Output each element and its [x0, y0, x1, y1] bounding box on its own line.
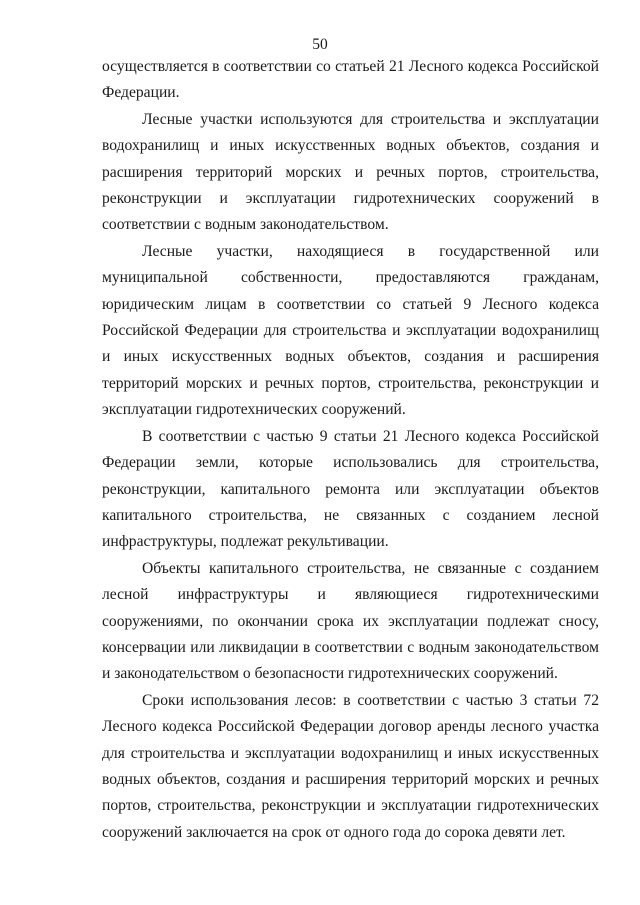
paragraph-state-municipal-plots: Лесные участки, находящиеся в государственной или муниципальной собственности, предоставляются гражданам, юридическим лицам в соответствии со статьей 9 Лесного кодекса Российской Федерации для строительства и эксплуатации водохранилищ и иных искусственных водных объектов, создания и расширения территорий морских и речных портов, строительства, реконструкции и эксплуатации гидротехнических сооружений. [102, 242, 599, 419]
page-number: 50 [312, 36, 328, 53]
document-body [102, 54, 599, 846]
paragraph-forest-plots-usage: Лесные участки используются для строительства и эксплуатации водохранилищ и иных искусственных водных объектов, создания и расширения территорий морских и речных портов, строительства, реконструкции и эксплуатации гидротехнических сооружений в соответствии с водным законодательством. [102, 110, 599, 234]
paragraph-land-recultivation: В соответствии с частью 9 статьи 21 Лесного кодекса Российской Федерации земли, которые использовались для строительства, реконструкции, капитального ремонта или эксплуатации объектов капитального строительства, не связанных с созданием лесной инфраструктуры, подлежат рекультивации. [102, 427, 599, 551]
paragraph-lease-terms: Сроки использования лесов: в соответствии с частью 3 статьи 72 Лесного кодекса Российской Федерации договор аренды лесного участка для строительства и эксплуатации водохранилищ и иных искусственных водных объектов, создания и расширения территорий морских и речных портов, строительства, реконструкции и эксплуатации гидротехнических сооружений заключается на срок от одного года до сорока девяти лет. [102, 691, 599, 841]
paragraph-continuation: осуществляется в соответствии со статьей 21 Лесного кодекса Российской Федерации. [102, 58, 599, 102]
paragraph-capital-construction-objects: Объекты капитального строительства, не связанные с созданием лесной инфраструктуры и являющиеся гидротехническими сооружениями, по окончании срока их эксплуатации подлежат сносу, консервации или ликвидации в соответствии с водным законодательством и законодательством о безопасности гидротехнических сооружений. [102, 559, 599, 683]
